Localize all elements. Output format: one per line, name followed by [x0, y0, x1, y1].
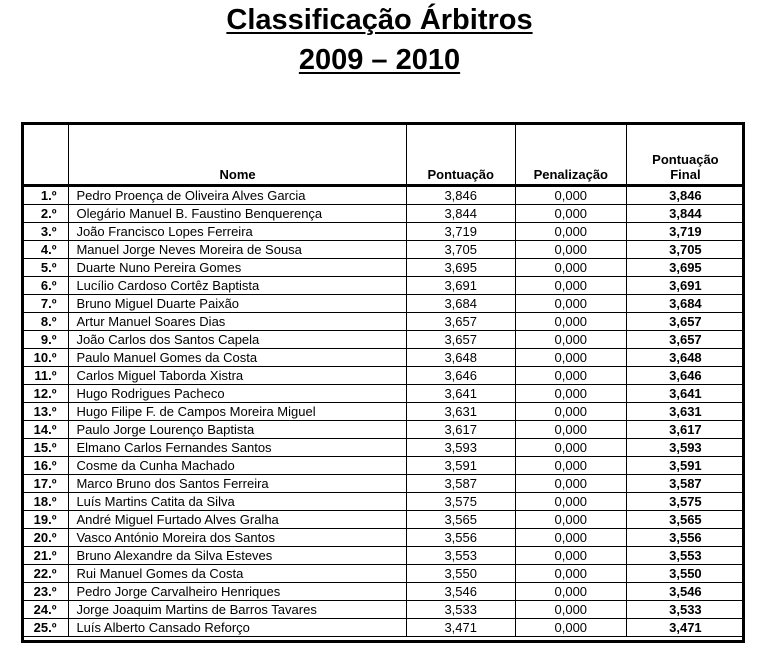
penalty-cell: 0,000 — [515, 205, 626, 223]
rank-cell: 21.º — [22, 547, 69, 565]
rank-cell: 24.º — [22, 601, 69, 619]
table-row — [22, 583, 745, 601]
rank-cell: 12.º — [22, 385, 69, 403]
referee-name-cell: Manuel Jorge Neves Moreira de Sousa — [69, 241, 406, 259]
table-row — [22, 349, 745, 367]
rank-cell: 9.º — [22, 331, 69, 349]
penalty-cell: 0,000 — [515, 583, 626, 601]
rank-cell: 25.º — [22, 619, 69, 637]
penalty-cell: 0,000 — [515, 367, 626, 385]
points-cell: 3,695 — [406, 259, 515, 277]
rank-cell: 20.º — [22, 529, 69, 547]
referee-name-cell: Bruno Alexandre da Silva Esteves — [69, 547, 406, 565]
penalty-cell: 0,000 — [515, 529, 626, 547]
rank-cell: 16.º — [22, 457, 69, 475]
final-points-cell: 3,657 — [626, 331, 744, 349]
penalty-cell: 0,000 — [515, 277, 626, 295]
final-points-cell: 3,846 — [626, 186, 744, 205]
referee-name-cell: Duarte Nuno Pereira Gomes — [69, 259, 406, 277]
points-cell: 3,533 — [406, 601, 515, 619]
points-cell: 3,556 — [406, 529, 515, 547]
penalty-cell: 0,000 — [515, 547, 626, 565]
final-points-cell: 3,641 — [626, 385, 744, 403]
referee-name-cell: Olegário Manuel B. Faustino Benquerença — [69, 205, 406, 223]
table-row — [22, 403, 745, 421]
referee-name-cell: Luís Martins Catita da Silva — [69, 493, 406, 511]
points-cell: 3,648 — [406, 349, 515, 367]
points-cell: 3,844 — [406, 205, 515, 223]
referee-name-cell: Paulo Jorge Lourenço Baptista — [69, 421, 406, 439]
points-cell: 3,657 — [406, 313, 515, 331]
points-cell: 3,631 — [406, 403, 515, 421]
rank-cell: 22.º — [22, 565, 69, 583]
header-penalty: Penalização — [515, 123, 626, 186]
penalty-cell: 0,000 — [515, 619, 626, 637]
penalty-cell: 0,000 — [515, 295, 626, 313]
final-points-cell: 3,695 — [626, 259, 744, 277]
table-row — [22, 511, 745, 529]
rank-cell: 13.º — [22, 403, 69, 421]
points-cell: 3,705 — [406, 241, 515, 259]
final-points-cell: 3,546 — [626, 583, 744, 601]
penalty-cell: 0,000 — [515, 565, 626, 583]
penalty-cell: 0,000 — [515, 511, 626, 529]
penalty-cell: 0,000 — [515, 457, 626, 475]
rank-cell: 1.º — [22, 186, 69, 205]
referee-name-cell: Bruno Miguel Duarte Paixão — [69, 295, 406, 313]
points-cell: 3,565 — [406, 511, 515, 529]
table-row — [22, 529, 745, 547]
points-cell: 3,546 — [406, 583, 515, 601]
final-points-cell: 3,591 — [626, 457, 744, 475]
table-row — [22, 565, 745, 583]
referee-name-cell: Pedro Jorge Carvalheiro Henriques — [69, 583, 406, 601]
table-body — [22, 186, 745, 637]
table-row — [22, 385, 745, 403]
penalty-cell: 0,000 — [515, 223, 626, 241]
points-cell: 3,646 — [406, 367, 515, 385]
table-row — [22, 601, 745, 619]
penalty-cell: 0,000 — [515, 439, 626, 457]
penalty-cell: 0,000 — [515, 331, 626, 349]
final-points-cell: 3,550 — [626, 565, 744, 583]
table-header-row — [22, 123, 745, 186]
referee-name-cell: André Miguel Furtado Alves Gralha — [69, 511, 406, 529]
header-points: Pontuação — [406, 123, 515, 186]
final-points-cell: 3,646 — [626, 367, 744, 385]
table-row — [22, 241, 745, 259]
referee-name-cell: João Francisco Lopes Ferreira — [69, 223, 406, 241]
final-points-cell: 3,553 — [626, 547, 744, 565]
referee-name-cell: Luís Alberto Cansado Reforço — [69, 619, 406, 637]
referee-name-cell: João Carlos dos Santos Capela — [69, 331, 406, 349]
referee-name-cell: Pedro Proença de Oliveira Alves Garcia — [69, 186, 406, 205]
table-row — [22, 439, 745, 457]
page-subtitle-season: 2009 – 2010 — [298, 44, 461, 76]
table-row — [22, 457, 745, 475]
final-points-cell: 3,575 — [626, 493, 744, 511]
rank-cell: 23.º — [22, 583, 69, 601]
final-points-cell: 3,844 — [626, 205, 744, 223]
points-cell: 3,575 — [406, 493, 515, 511]
rank-cell: 11.º — [22, 367, 69, 385]
penalty-cell: 0,000 — [515, 475, 626, 493]
penalty-cell: 0,000 — [515, 186, 626, 205]
rank-cell: 2.º — [22, 205, 69, 223]
table-row — [22, 619, 745, 637]
points-cell: 3,684 — [406, 295, 515, 313]
points-cell: 3,553 — [406, 547, 515, 565]
table-row — [22, 547, 745, 565]
penalty-cell: 0,000 — [515, 493, 626, 511]
final-points-cell: 3,593 — [626, 439, 744, 457]
table-row — [22, 331, 745, 349]
points-cell: 3,593 — [406, 439, 515, 457]
table-row — [22, 205, 745, 223]
referee-name-cell: Elmano Carlos Fernandes Santos — [69, 439, 406, 457]
final-points-cell: 3,631 — [626, 403, 744, 421]
penalty-cell: 0,000 — [515, 241, 626, 259]
penalty-cell: 0,000 — [515, 601, 626, 619]
referee-name-cell: Hugo Rodrigues Pacheco — [69, 385, 406, 403]
header-final-points — [626, 123, 744, 186]
final-points-cell: 3,533 — [626, 601, 744, 619]
page-title: Classificação Árbitros — [226, 4, 533, 36]
final-points-cell: 3,648 — [626, 349, 744, 367]
points-cell: 3,591 — [406, 457, 515, 475]
final-points-cell: 3,691 — [626, 277, 744, 295]
referee-name-cell: Lucílio Cardoso Cortêz Baptista — [69, 277, 406, 295]
rank-cell: 7.º — [22, 295, 69, 313]
points-cell: 3,641 — [406, 385, 515, 403]
header-name: Nome — [69, 123, 406, 186]
referee-name-cell: Cosme da Cunha Machado — [69, 457, 406, 475]
referee-name-cell: Rui Manuel Gomes da Costa — [69, 565, 406, 583]
points-cell: 3,471 — [406, 619, 515, 637]
referee-name-cell: Artur Manuel Soares Dias — [69, 313, 406, 331]
rank-cell: 15.º — [22, 439, 69, 457]
header-final-points-label: Pontuação Final — [652, 152, 719, 182]
referee-name-cell: Carlos Miguel Taborda Xistra — [69, 367, 406, 385]
table-row — [22, 367, 745, 385]
final-points-cell: 3,556 — [626, 529, 744, 547]
table-row — [22, 313, 745, 331]
referee-name-cell: Vasco António Moreira dos Santos — [69, 529, 406, 547]
rank-cell: 10.º — [22, 349, 69, 367]
referee-name-cell: Hugo Filipe F. de Campos Moreira Miguel — [69, 403, 406, 421]
points-cell: 3,719 — [406, 223, 515, 241]
rank-cell: 14.º — [22, 421, 69, 439]
rank-cell: 4.º — [22, 241, 69, 259]
table-row — [22, 421, 745, 439]
penalty-cell: 0,000 — [515, 259, 626, 277]
final-points-cell: 3,719 — [626, 223, 744, 241]
final-points-cell: 3,617 — [626, 421, 744, 439]
final-points-cell: 3,587 — [626, 475, 744, 493]
rank-cell: 5.º — [22, 259, 69, 277]
table-row — [22, 493, 745, 511]
table-row — [22, 186, 745, 205]
table-row — [22, 223, 745, 241]
referee-name-cell: Marco Bruno dos Santos Ferreira — [69, 475, 406, 493]
table-row — [22, 295, 745, 313]
penalty-cell: 0,000 — [515, 349, 626, 367]
penalty-cell: 0,000 — [515, 313, 626, 331]
points-cell: 3,617 — [406, 421, 515, 439]
final-points-cell: 3,565 — [626, 511, 744, 529]
table-row — [22, 259, 745, 277]
table-row — [22, 277, 745, 295]
final-points-cell: 3,471 — [626, 619, 744, 637]
header-rank — [22, 123, 69, 186]
penalty-cell: 0,000 — [515, 421, 626, 439]
referee-name-cell: Jorge Joaquim Martins de Barros Tavares — [69, 601, 406, 619]
table-row — [22, 475, 745, 493]
points-cell: 3,550 — [406, 565, 515, 583]
penalty-cell: 0,000 — [515, 403, 626, 421]
rank-cell: 6.º — [22, 277, 69, 295]
rank-cell: 17.º — [22, 475, 69, 493]
rank-cell: 19.º — [22, 511, 69, 529]
final-points-cell: 3,684 — [626, 295, 744, 313]
referee-name-cell: Paulo Manuel Gomes da Costa — [69, 349, 406, 367]
rank-cell: 8.º — [22, 313, 69, 331]
rank-cell: 18.º — [22, 493, 69, 511]
points-cell: 3,587 — [406, 475, 515, 493]
penalty-cell: 0,000 — [515, 385, 626, 403]
referee-ranking-table — [21, 122, 745, 637]
points-cell: 3,846 — [406, 186, 515, 205]
rank-cell: 3.º — [22, 223, 69, 241]
points-cell: 3,691 — [406, 277, 515, 295]
points-cell: 3,657 — [406, 331, 515, 349]
final-points-cell: 3,657 — [626, 313, 744, 331]
final-points-cell: 3,705 — [626, 241, 744, 259]
